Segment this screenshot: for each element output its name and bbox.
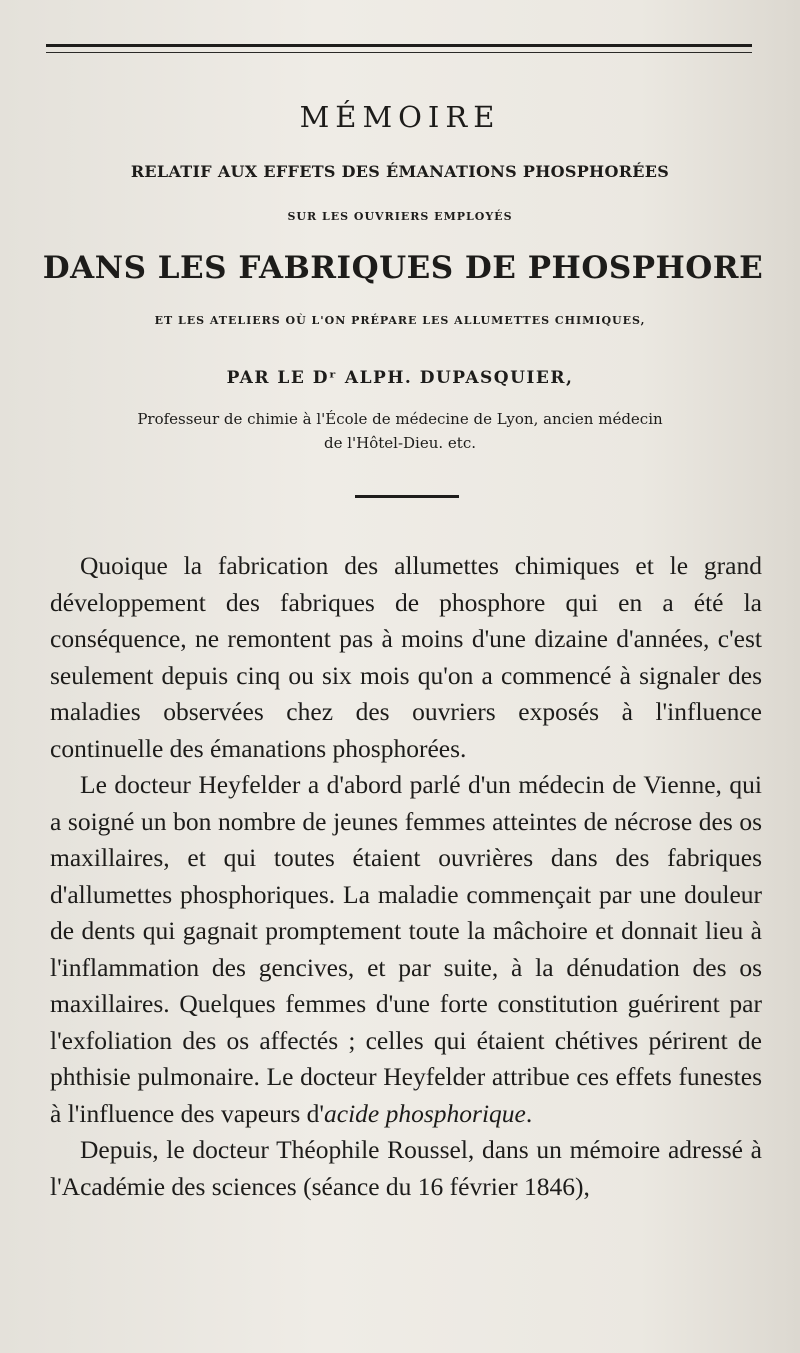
subtitle-line-1: RELATIF AUX EFFETS DES ÉMANATIONS PHOSPHORÉES [130,162,670,181]
paragraph-2-end: . [525,1098,533,1128]
paragraph-2 [50,767,762,1132]
author-line: PAR LE Dʳ ALPH. DUPASQUIER, [226,368,574,388]
subtitle-line-3: DANS LES FABRIQUES DE PHOSPHORE [42,250,764,286]
subtitle-line-2: SUR LES OUVRIERS EMPLOYÉS [287,210,513,223]
paragraph-1: Quoique la fabrication des allumettes chimiques et le grand développement des fabriques de phosphore qui en a été la conséquence, ne remontent pas à moins d'une dizaine d'années, c'est seulement depuis cinq ou six mois qu'on a commencé à signaler des maladies observées chez des ouvriers exposés à l'influence continuelle des émanations phosphorées. [50,551,762,763]
affiliation-line-2: de l'Hôtel-Dieu. etc. [323,434,477,452]
memoir-title: MÉMOIRE [299,100,501,134]
paragraph-2-italic: acide phosphorique [324,1098,526,1128]
header-rule-thick [46,44,752,47]
header-rule [46,44,752,56]
subtitle-line-4: ET LES ATELIERS OÙ L'ON PRÉPARE LES ALLUMETTES CHIMIQUES, [154,314,646,327]
paragraph-3: Depuis, le docteur Théophile Roussel, dans un mémoire adressé à l'Académie des sciences (séance du 16 février 1846), [50,1135,762,1201]
body-text [50,548,762,1205]
header-rule-thin [46,52,752,53]
section-separator [355,495,459,498]
paragraph-2-text: Le docteur Heyfelder a d'abord parlé d'un médecin de Vienne, qui a soigné un bon nombre de jeunes femmes atteintes de nécrose des os maxillaires, et qui toutes étaient ouvrières dans des fabriques d'allumettes phosphoriques. La maladie commençait par une douleur de dents qui gagnait promptement toute la mâchoire et donnait lieu à l'inflammation des gencives, et par suite, à la dénudation des os maxillaires. Quelques femmes d'une forte constitution guérirent par l'exfoliation des os affectés ; celles qui étaient chétives périrent de phthisie pulmonaire. Le docteur Heyfelder attribue ces effets funestes à l'influence des vapeurs d' [50,770,762,1128]
affiliation-line-1: Professeur de chimie à l'École de médecine de Lyon, ancien médecin [137,410,663,428]
